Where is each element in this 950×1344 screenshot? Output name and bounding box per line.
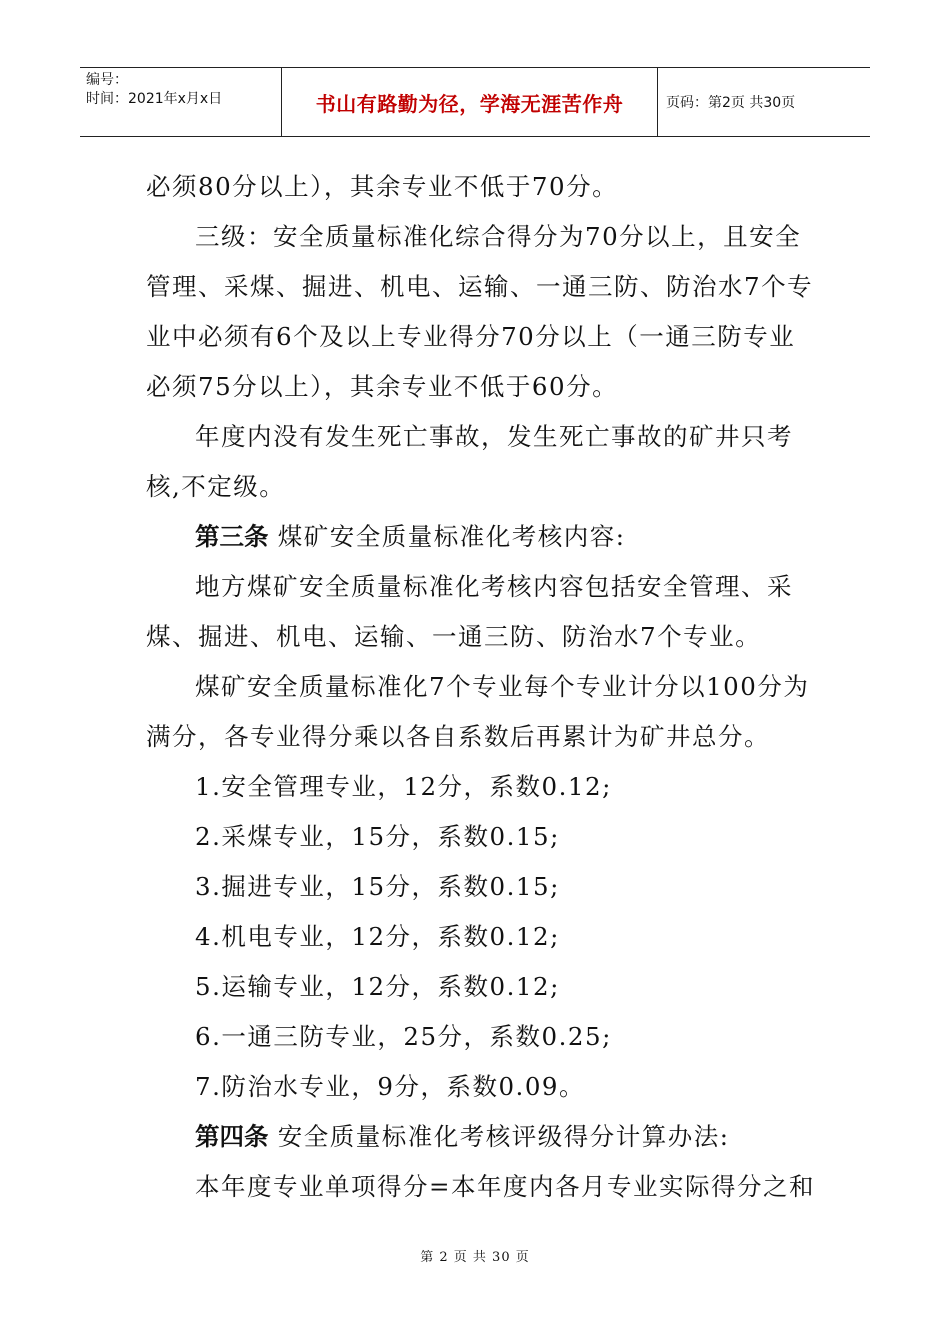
body-line: 本年度专业单项得分=本年度内各月专业实际得分之和 (195, 1172, 816, 1201)
article-3-title: 煤矿安全质量标准化考核内容: (277, 522, 626, 551)
body-line: 满分，各专业得分乘以各自系数后再累计为矿井总分。 (146, 722, 770, 751)
page-header (80, 67, 870, 137)
header-motto-cell (282, 68, 658, 136)
page-footer: 第 2 页 共 30 页 (420, 1250, 530, 1265)
document-time-label: 时间：2021年x月x日 (86, 91, 223, 107)
list-item: 6.一通三防专业，25分，系数0.25; (195, 1022, 612, 1051)
list-item: 1.安全管理专业，12分，系数0.12; (195, 772, 612, 801)
body-line: 煤矿安全质量标准化7个专业每个专业计分以100分为 (195, 672, 810, 701)
article-4-title: 安全质量标准化考核评级得分计算办法: (277, 1122, 730, 1151)
body-line: 业中必须有6个及以上专业得分70分以上（一通三防专业 (146, 322, 796, 351)
article-4-heading (146, 1112, 816, 1162)
list-item: 2.采煤专业，15分，系数0.15; (195, 822, 560, 851)
list-item: 3.掘进专业，15分，系数0.15; (195, 872, 560, 901)
header-meta (80, 68, 282, 136)
document-body (146, 162, 816, 1212)
body-line: 必须75分以上），其余专业不低于60分。 (146, 372, 619, 401)
body-line: 三级：安全质量标准化综合得分为70分以上，且安全 (195, 222, 802, 251)
document-number-label: 编号： (86, 72, 128, 88)
body-line: 地方煤矿安全质量标准化考核内容包括安全管理、采 (195, 572, 793, 601)
header-motto: 书山有路勤为径，学海无涯苦作舟 (315, 91, 624, 116)
body-line: 年度内没有发生死亡事故，发生死亡事故的矿井只考 (195, 422, 793, 451)
body-line: 必须80分以上），其余专业不低于70分。 (146, 172, 619, 201)
list-item: 4.机电专业，12分，系数0.12; (195, 922, 560, 951)
article-3-heading (146, 512, 816, 562)
header-page-info (658, 68, 870, 136)
article-4-label: 第四条 (195, 1122, 269, 1151)
list-item: 5.运输专业，12分，系数0.12; (195, 972, 560, 1001)
body-line: 煤、掘进、机电、运输、一通三防、防治水7个专业。 (146, 622, 762, 651)
header-page-number: 页码：第2页 共30页 (666, 95, 796, 111)
body-line: 核,不定级。 (146, 472, 286, 501)
list-item: 7.防治水专业，9分，系数0.09。 (195, 1072, 586, 1101)
body-line: 管理、采煤、掘进、机电、运输、一通三防、防治水7个专 (146, 272, 814, 301)
article-3-label: 第三条 (195, 522, 269, 551)
